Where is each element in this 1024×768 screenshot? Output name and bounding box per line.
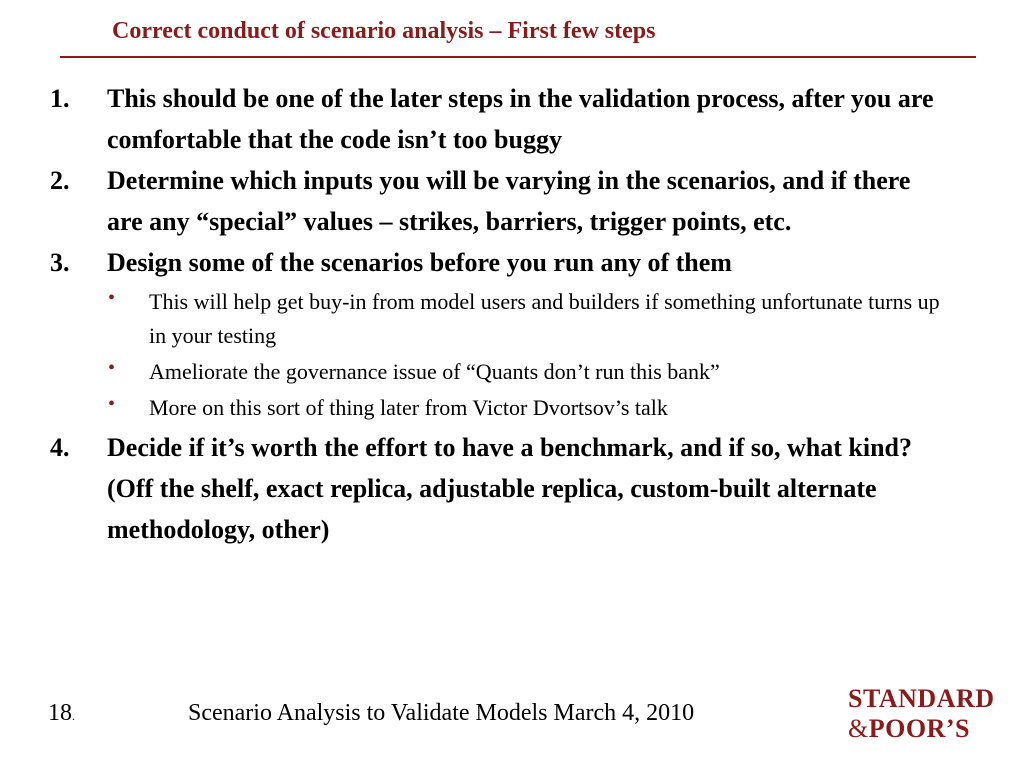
logo-poors-text: POOR’S — [868, 714, 970, 743]
list-item-text: This should be one of the later steps in the validation process, after you are comfortable that the code isn’t too buggy — [107, 84, 934, 154]
list-item-text: Design some of the scenarios before you run any of them — [107, 248, 732, 277]
list-item-4 — [50, 427, 950, 550]
sub-bullet-text: More on this sort of thing later from Victor Dvortsov’s talk — [149, 395, 668, 420]
list-item-3 — [50, 242, 950, 425]
bullet-icon: • — [108, 393, 116, 415]
page-number-value: 18 — [48, 700, 72, 726]
list-item-number: 2. — [50, 166, 70, 195]
list-item-number: 3. — [50, 248, 70, 277]
list-item-text: Determine which inputs you will be varying in the scenarios, and if there are any “special” values – strikes, barriers, trigger points, etc. — [107, 166, 911, 236]
numbered-list — [50, 78, 950, 550]
page-number — [48, 700, 75, 727]
logo-line-poors — [848, 716, 995, 742]
list-item-text: Decide if it’s worth the effort to have a benchmark, and if so, what kind? (Off the shelf, exact replica, adjustable replica, custom-built alternate methodology, other) — [107, 433, 912, 544]
list-item-2 — [50, 160, 950, 242]
sub-bullet-text: This will help get buy-in from model users and builders if something unfortunate turns up in your testing — [149, 289, 940, 348]
sub-bullet-item — [107, 285, 950, 353]
footer-text: Scenario Analysis to Validate Models March 4, 2010 — [188, 700, 695, 726]
bullet-icon: • — [108, 357, 116, 379]
logo-ampersand: & — [848, 714, 869, 743]
sub-bullet-text: Ameliorate the governance issue of “Quants don’t run this bank” — [149, 359, 720, 384]
standard-and-poors-logo — [848, 686, 995, 742]
logo-line-standard: STANDARD — [848, 684, 995, 713]
sub-bullet-item — [107, 355, 950, 389]
sub-bullet-list — [107, 285, 950, 425]
bullet-icon: • — [108, 287, 116, 309]
list-item-number: 1. — [50, 84, 70, 113]
list-item-number: 4. — [50, 433, 70, 462]
sub-bullet-item — [107, 391, 950, 425]
title-underline — [60, 56, 976, 58]
page-number-dot: . — [72, 709, 75, 723]
slide-title: Correct conduct of scenario analysis – First few steps — [112, 18, 656, 44]
list-item-1 — [50, 78, 950, 160]
